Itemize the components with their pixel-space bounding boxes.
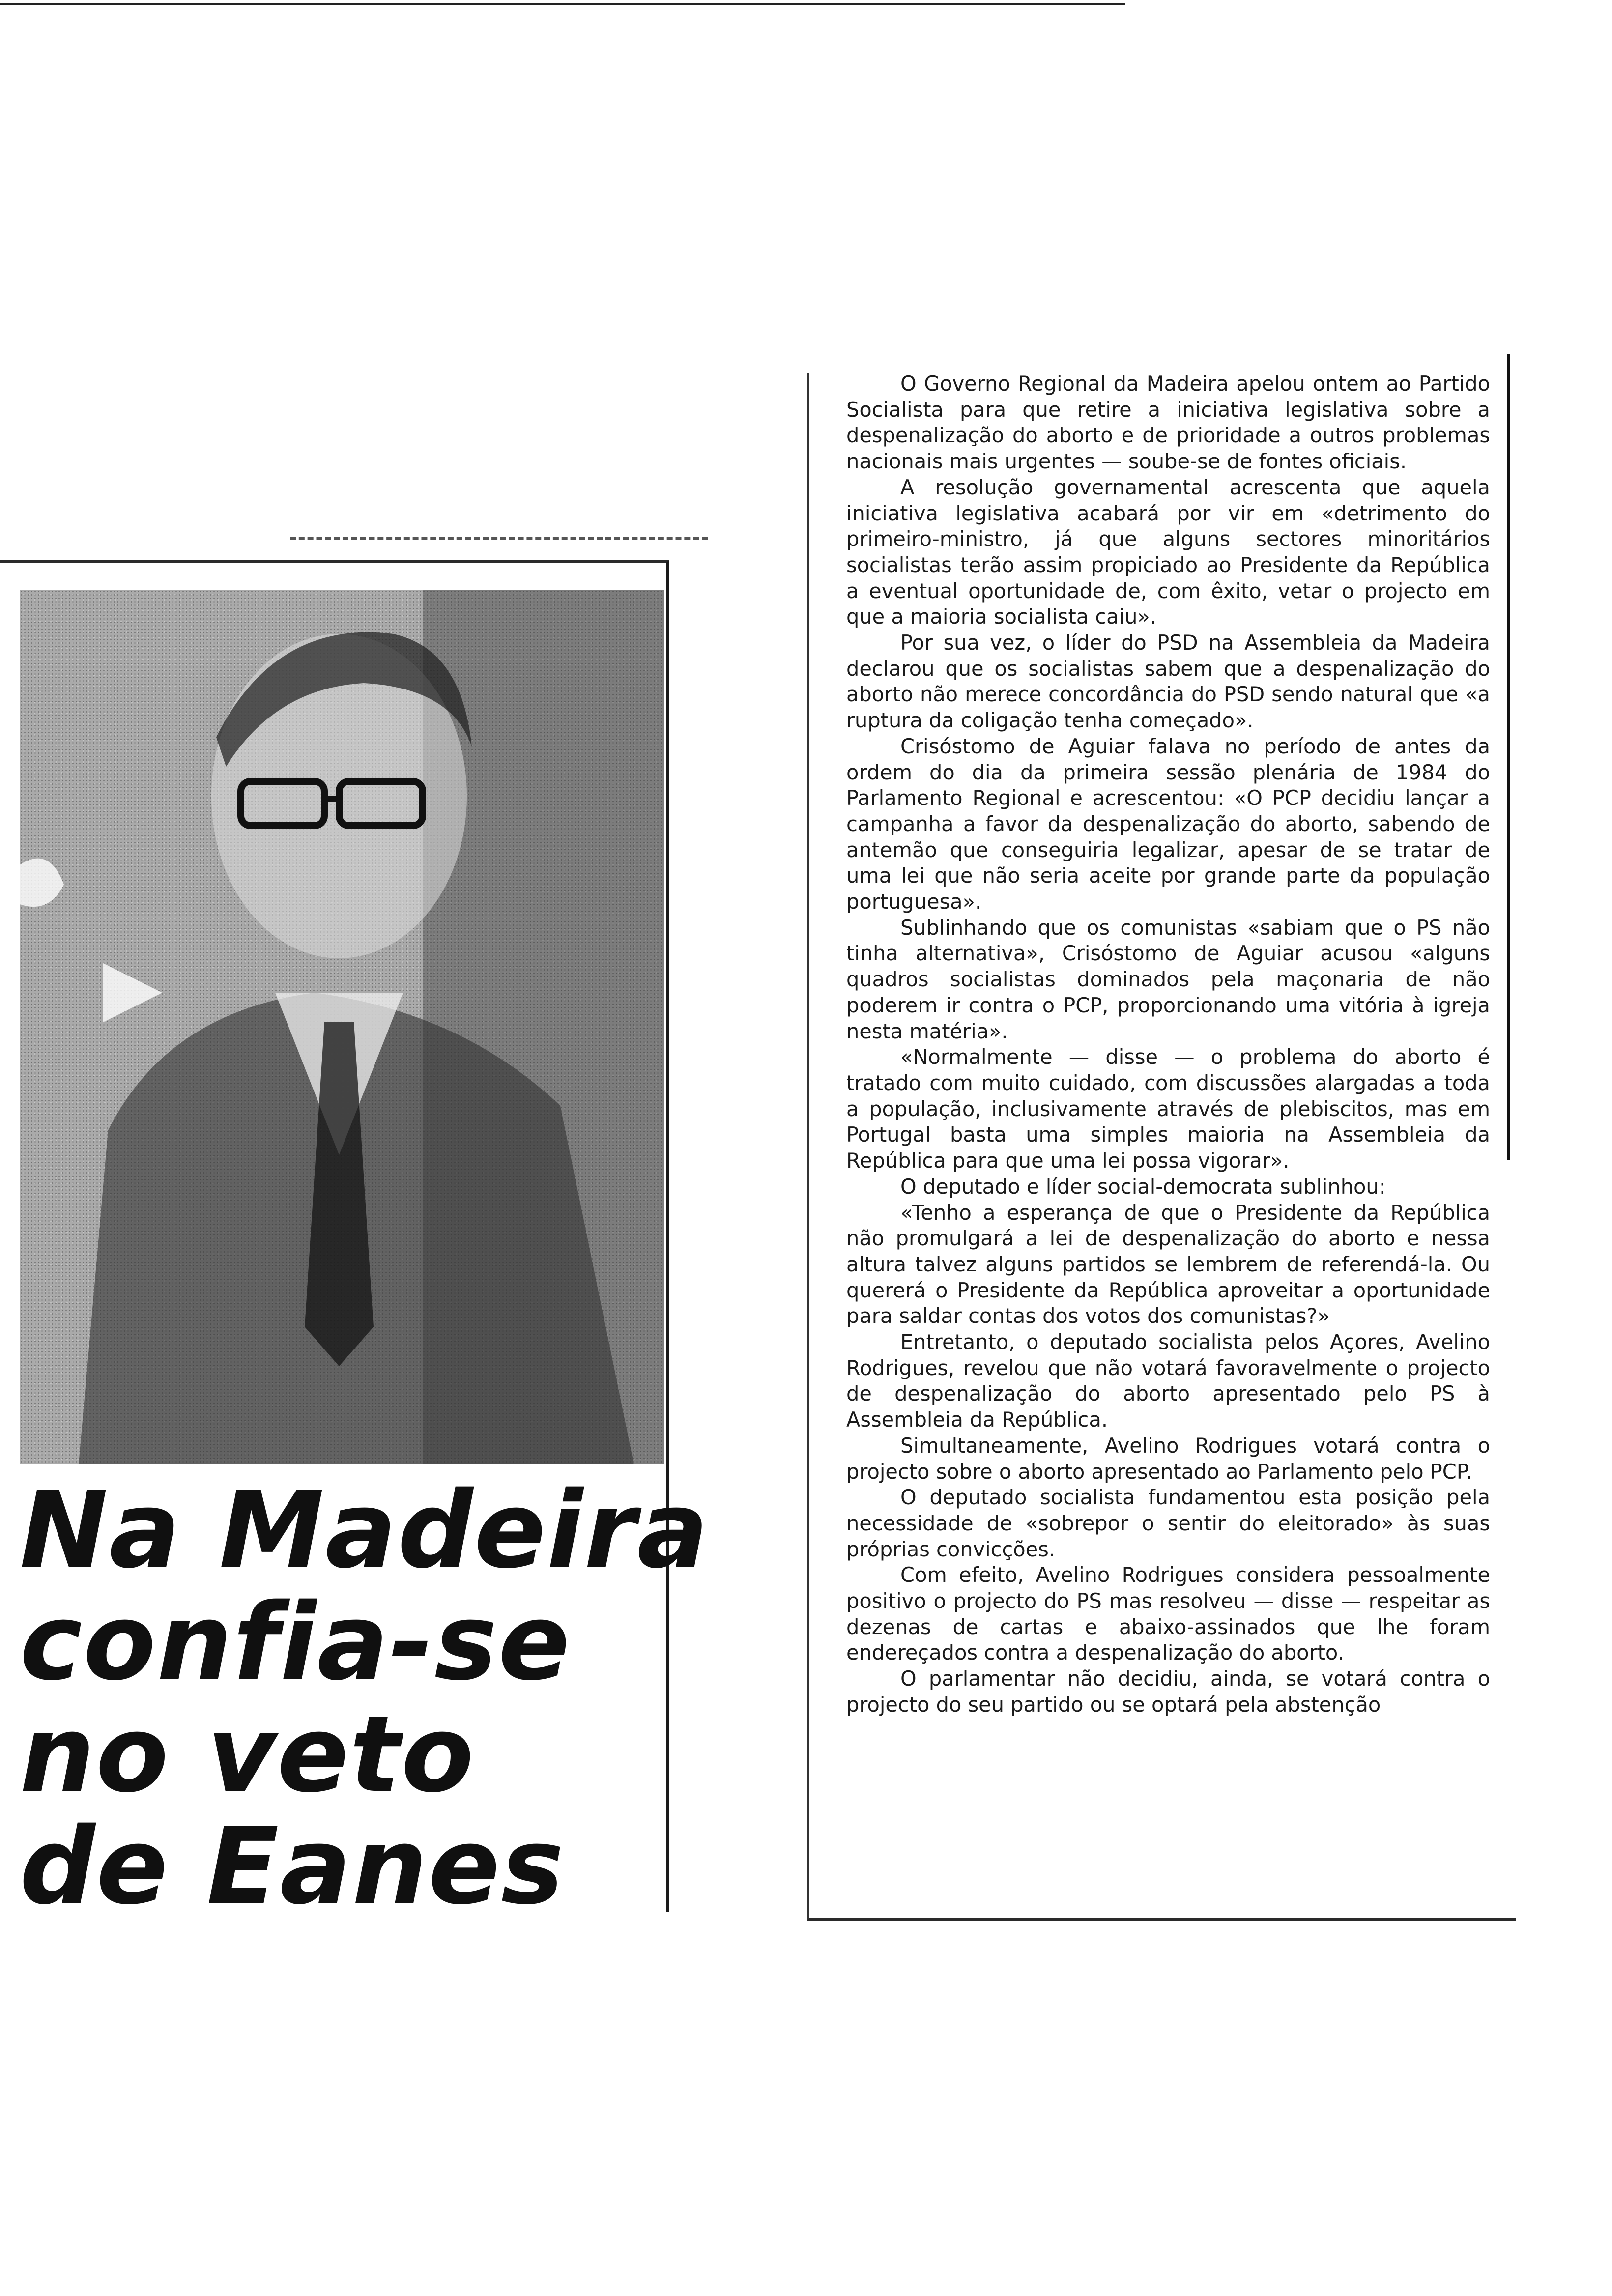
headline	[20, 1468, 710, 1928]
right-margin-bar	[1507, 354, 1510, 1160]
article-paragraph: «Normalmente — disse — o problema do aborto é tratado com muito cuidado, com discussões alargadas a toda a população, inclusivamente através de plebiscitos, mas em Portugal basta uma simples maioria na Assembleia da República para que uma lei possa vigorar».	[846, 1045, 1490, 1173]
headline-line: no veto	[20, 1693, 475, 1816]
headline-line: de Eanes	[20, 1805, 565, 1928]
article-paragraph: Por sua vez, o líder do PSD na Assembleia da Madeira declarou que os socialistas sabem que a despenalização do aborto não merece concordância do PSD sendo natural que «a ruptura da coligação tenha começado».	[846, 631, 1490, 733]
article-paragraph: Simultaneamente, Avelino Rodrigues votará contra o projecto sobre o aborto apresentado ao Parlamento pelo PCP.	[846, 1433, 1490, 1484]
article-paragraph: Sublinhando que os comunistas «sabiam que o PS não tinha alternativa», Crisóstomo de Aguiar acusou «alguns quadros socialistas dominados pela maçonaria de não poderem ir contra o PCP, proporcionando uma vitória à igreja nesta matéria».	[846, 915, 1490, 1043]
article-paragraph: Com efeito, Avelino Rodrigues considera pessoalmente positivo o projecto do PS mas resolveu — disse — respeitar as dezenas de cartas e abaixo-assinados que lhe foram endereçados contra a despenalização do aborto.	[846, 1563, 1490, 1665]
article-paragraph: A resolução governamental acrescenta que aquela iniciativa legislativa acabará por vir em «detrimento do primeiro-ministro, já que alguns sectores minoritários socialistas terão assim propiciado ao Presidente da República a eventual oportunidade de, com êxito, vetar o projecto em que a maioria socialista caiu».	[846, 475, 1490, 629]
headline-line: confia-se	[20, 1580, 571, 1704]
headline-line: Na Madeira	[20, 1468, 710, 1592]
article-body	[846, 371, 1490, 1904]
article-paragraph: O deputado socialista fundamentou esta posição pela necessidade de «sobrepor o sentir do eleitorado» às suas próprias convicções.	[846, 1485, 1490, 1561]
top-rule	[0, 3, 1125, 5]
article-paragraph: O deputado e líder social-democrata sublinhou:	[900, 1174, 1386, 1199]
portrait-photo-icon	[20, 590, 664, 1464]
article-paragraph: O parlamentar não decidiu, ainda, se votará contra o projecto do seu partido ou se optará pela abstenção	[846, 1666, 1490, 1717]
article-paragraph: Crisóstomo de Aguiar falava no período de antes da ordem do dia da primeira sessão plenária de 1984 do Parlamento Regional e acrescentou: «O PCP decidiu lançar a campanha a favor da despenalização do aborto, sabendo de antemão que conseguiria legalizar, apesar de se tratar de uma lei que não seria aceite por grande parte da população portuguesa».	[846, 734, 1490, 914]
article-paragraph: Entretanto, o deputado socialista pelos Açores, Avelino Rodrigues, revelou que não votará favoravelmente o projecto de despenalização do aborto apresentado pelo PS à Assembleia da República.	[846, 1330, 1490, 1432]
article-paragraph: O Governo Regional da Madeira apelou ontem ao Partido Socialista para que retire a iniciativa legislativa sobre a despenalização do aborto e de prioridade a outros problemas nacionais mais urgentes — soube-se de fontes oficiais.	[846, 372, 1490, 474]
article-paragraph: «Tenho a esperança de que o Presidente da República não promulgará a lei de despenalização do aborto e nessa altura talvez alguns partidos se lembrem de referendá-la. Ou quererá o Presidente da República aproveitar a oportunidade para saldar contas dos votos dos comunistas?»	[846, 1200, 1490, 1328]
dashed-cut-line	[290, 537, 708, 540]
portrait-photo	[20, 590, 664, 1464]
